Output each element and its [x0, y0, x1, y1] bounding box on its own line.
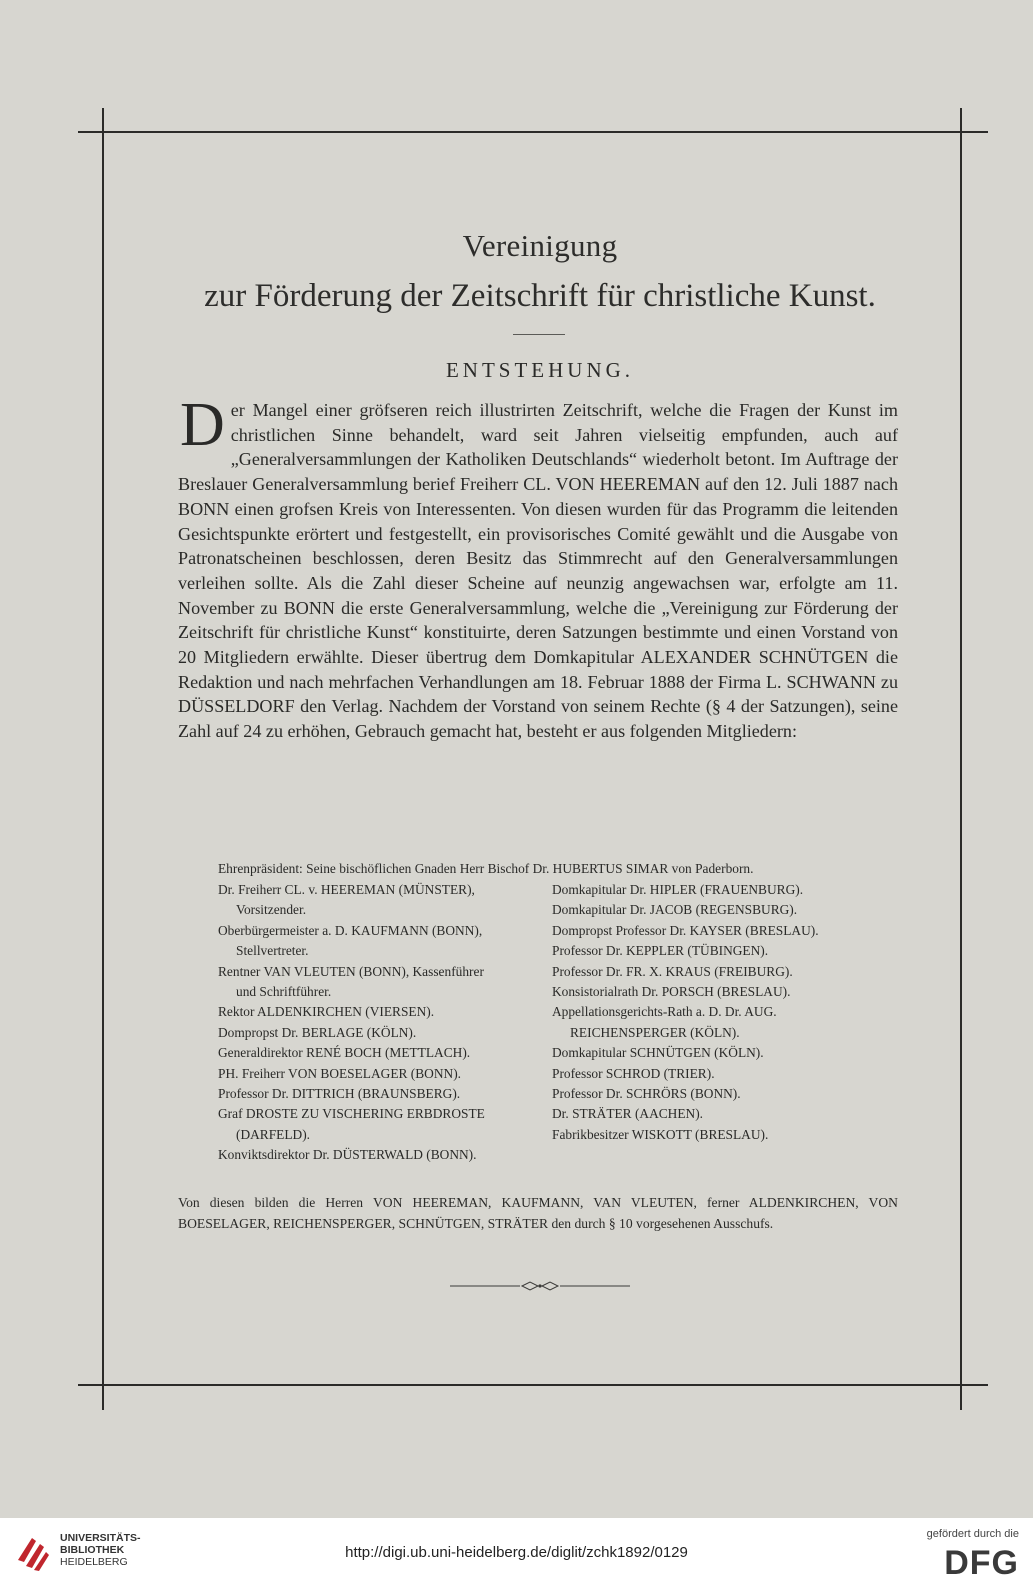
member-entry: Rentner VAN VLEUTEN (BONN), Kassenführer — [218, 963, 484, 979]
library-name: UNIVERSITÄTS- BIBLIOTHEK HEIDELBERG — [60, 1532, 141, 1568]
frame-bottom-rule — [78, 1384, 988, 1386]
member-entry: Dr. STRÄTER (AACHEN). — [552, 1106, 704, 1122]
member-entry: Professor Dr. KEPPLER (TÜBINGEN). — [552, 943, 769, 959]
body-text: er Mangel einer gröfseren reich illustrirten Zeitschrift, welche die Fragen der Kunst im christlichen Sinne behandelt, ward seit Jahren vielseitig empfunden, auch auf „Generalversammlungen der Katholiken Deutschlands“ wiederholt betont. Im Auftrage der Breslauer Generalversammlung berief Freiherr CL. VON HEEREMAN auf den 12. Juli 1887 nach BONN einen grofsen Kreis von Interessenten. Von diesen wurden für das Programm die leitenden Gesichtspunkte erörtert und festgestellt, ein provisorisches Comité gewählt und die Ausgabe von Patronatscheinen beschlossen, deren Besitz das Stimmrecht auf den Generalversammlungen verleihen sollte. Als die Zahl dieser Scheine auf neunzig angewachsen war, erfolgte am 11. November zu BONN die erste Generalversammlung, welche die „Vereinigung zur Förderung der Zeitschrift für christliche Kunst“ konstituirte, deren Satzungen bestimmte und einen Vorstand von 20 Mitgliedern erwählte. Dieser übertrug dem Domkapitular ALEXANDER SCHNÜTGEN die Redaktion und nach mehrfachen Verhandlungen am 18. Februar 1888 der Firma L. SCHWANN zu DÜSSELDORF den Verlag. Nachdem der Vorstand von seinem Rechte (§ 4 der Satzungen), seine Zahl auf 24 zu erhöhen, Gebrauch gemacht hat, besteht er aus folgenden Mitgliedern: — [178, 400, 898, 742]
member-entry: Professor Dr. DITTRICH (BRAUNSBERG). — [218, 1086, 461, 1102]
member-entry: Stellvertreter. — [236, 943, 309, 959]
title-divider — [513, 334, 565, 335]
member-entry: Dompropst Professor Dr. KAYSER (BRESLAU). — [552, 922, 819, 938]
member-entry: Domkapitular Dr. HIPLER (FRAUENBURG). — [552, 882, 804, 897]
member-entry: Professor Dr. FR. X. KRAUS (FREIBURG). — [552, 963, 793, 979]
footer-bar — [0, 1518, 1033, 1593]
member-entry: (DARFELD). — [236, 1126, 311, 1142]
members-list-left — [218, 880, 543, 1166]
member-entry: Dompropst Dr. BERLAGE (KÖLN). — [218, 1024, 417, 1040]
member-entry: Konviktsdirektor Dr. DÜSTERWALD (BONN). — [218, 1147, 477, 1163]
frame-top-rule — [78, 131, 988, 133]
member-entry: Domkapitular SCHNÜTGEN (KÖLN). — [552, 1045, 764, 1061]
member-entry: Professor Dr. SCHRÖRS (BONN). — [552, 1086, 741, 1102]
member-entry: Oberbürgermeister a. D. KAUFMANN (BONN), — [218, 922, 483, 938]
member-entry: REICHENSPERGER (KÖLN). — [570, 1024, 740, 1040]
section-heading: ENTSTEHUNG. — [445, 358, 635, 382]
member-entry: Professor SCHROD (TRIER). — [552, 1065, 715, 1081]
title-line-2: zur Förderung der Zeitschrift für christliche Kunst. — [204, 278, 876, 314]
title-line-1: Vereinigung — [462, 228, 618, 263]
member-entry: Dr. Freiherr CL. v. HEEREMAN (MÜNSTER), — [218, 882, 475, 897]
member-entry: Generaldirektor RENÉ BOCH (METTLACH). — [218, 1045, 471, 1061]
member-entry: Graf DROSTE ZU VISCHERING ERBDROSTE — [218, 1106, 485, 1122]
drop-cap: D — [180, 391, 225, 459]
honorary-president: Ehrenpräsident: Seine bischöflichen Gnaden Herr Bischof Dr. HUBERTUS SIMAR von Paderborn. — [218, 861, 754, 876]
member-entry: und Schriftführer. — [236, 984, 332, 1000]
closing-paragraph: Von diesen bilden die Herren VON HEEREMAN, KAUFMANN, VAN VLEUTEN, ferner ALDENKIRCHEN, VON BOESELAGER, REICHENSPERGER, SCHNÜTGEN, STRÄTER den durch § 10 vorgesehenen Ausschufs. — [178, 1195, 898, 1231]
funded-by-label: gefördert durch die — [926, 1528, 1019, 1540]
body-paragraph — [178, 391, 898, 744]
dfg-logo: DFG — [944, 1544, 1019, 1582]
member-entry: Fabrikbesitzer WISKOTT (BRESLAU). — [552, 1126, 769, 1142]
member-entry: Rektor ALDENKIRCHEN (VIERSEN). — [218, 1004, 435, 1020]
member-entry: Vorsitzender. — [236, 902, 307, 918]
members-list-right — [552, 880, 912, 1145]
member-entry: Konsistorialrath Dr. PORSCH (BRESLAU). — [552, 984, 791, 1000]
ornament-divider-icon — [450, 1278, 630, 1294]
member-entry: Appellationsgerichts-Rath a. D. Dr. AUG. — [552, 1004, 777, 1020]
member-entry: PH. Freiherr VON BOESELAGER (BONN). — [218, 1065, 461, 1081]
source-url: http://digi.ub.uni-heidelberg.de/diglit/zchk1892/0129 — [345, 1544, 688, 1561]
member-entry: Domkapitular Dr. JACOB (REGENSBURG). — [552, 902, 798, 918]
